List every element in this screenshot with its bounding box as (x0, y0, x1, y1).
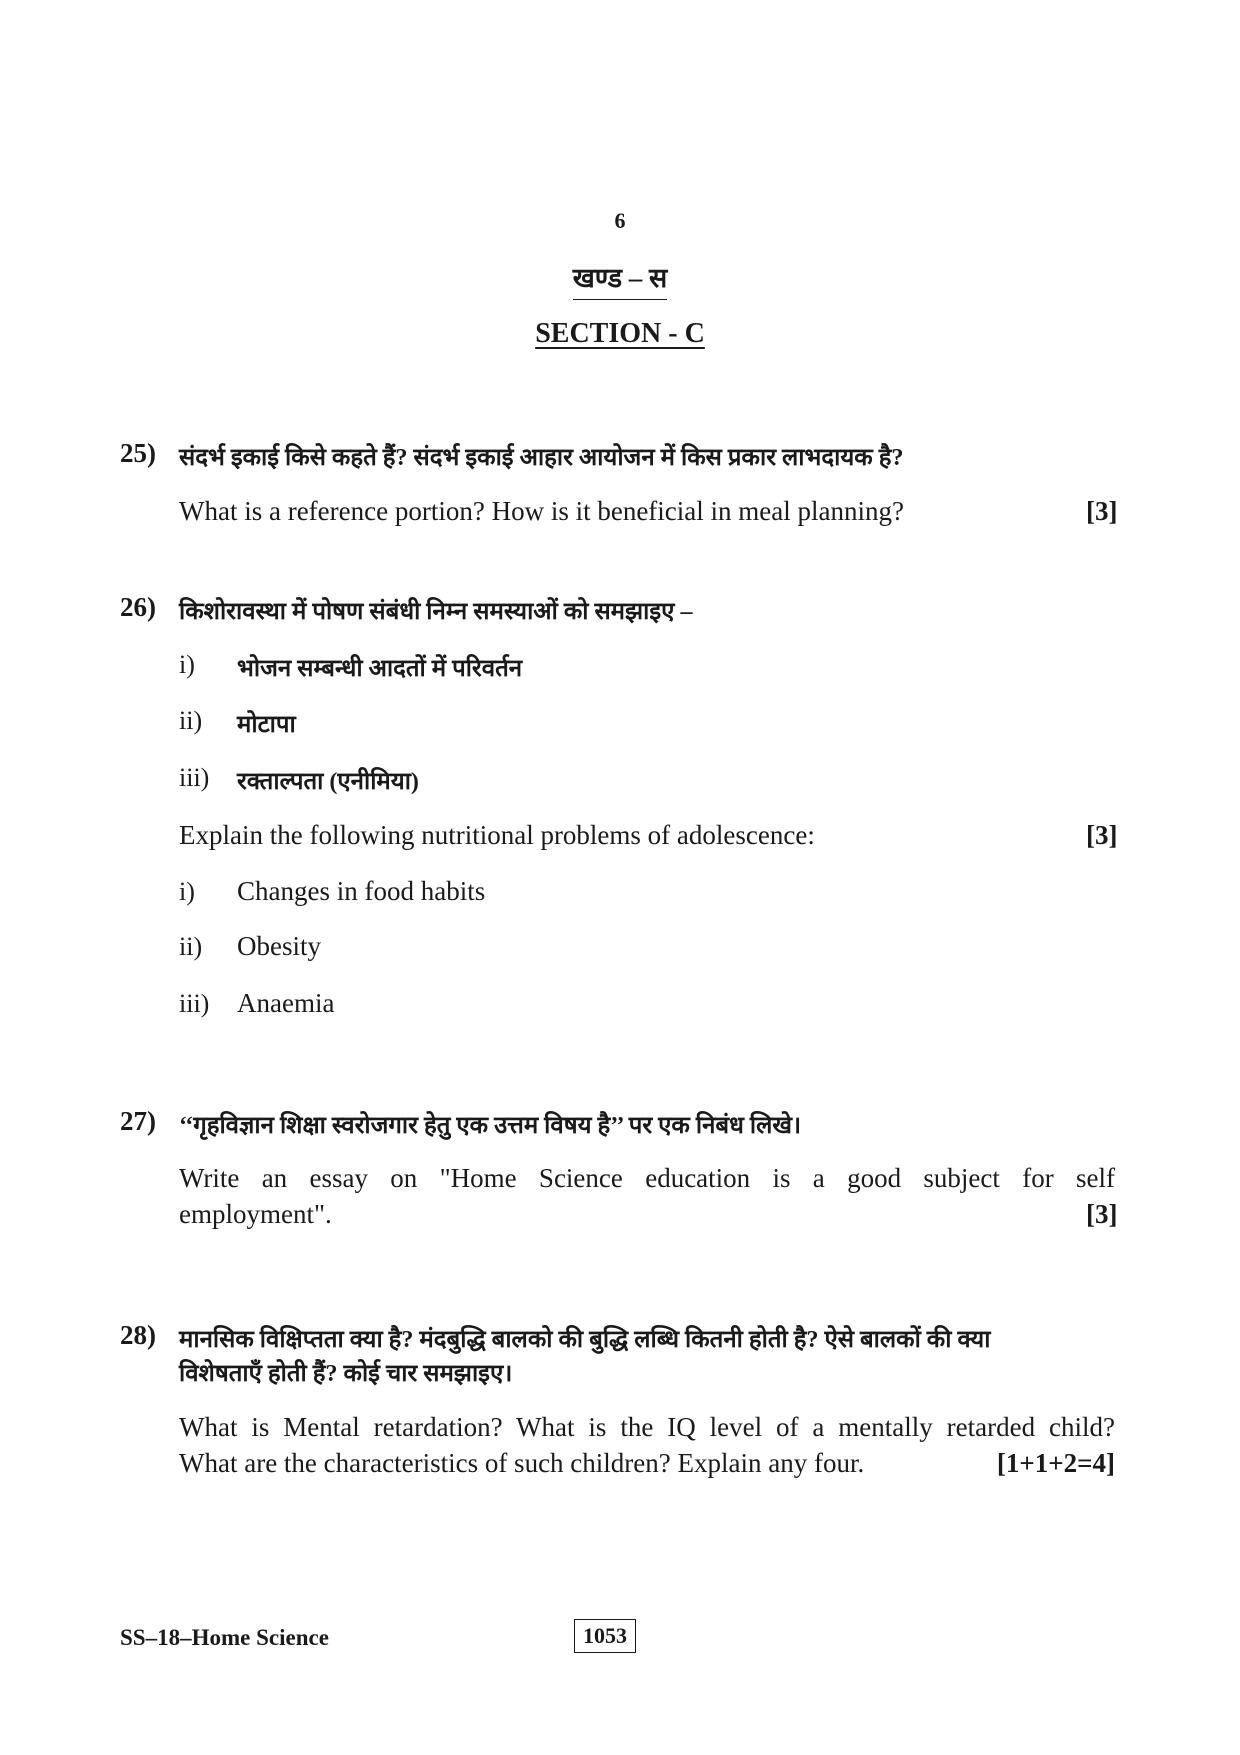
hindi-item-number: iii) (179, 763, 210, 792)
question-hindi-text-line2: विशेषताएँ होती हैं? कोई चार समझाइए। (179, 1361, 513, 1387)
section-title-english-text: SECTION - C (535, 318, 705, 349)
hindi-item-text: मोटापा (237, 712, 296, 738)
english-item-number: ii) (179, 932, 203, 961)
question-hindi-text: ‘‘गृहविज्ञान शिक्षा स्वरोजगार हेतु एक उत्तम विषय है’’ पर एक निबंध लिखे। (179, 1113, 802, 1139)
question-number: 28) (120, 1320, 156, 1350)
question-hindi-text: किशोरावस्था में पोषण संबंधी निम्न समस्याओं को समझाइए – (179, 599, 693, 625)
english-item-number: i) (179, 877, 195, 906)
question-number: 27) (120, 1106, 156, 1136)
question-marks: [3] (1086, 1199, 1118, 1229)
question-marks: [1+1+2=4] (996, 1448, 1115, 1478)
question-english-text: Explain the following nutritional problems of adolescence: (179, 820, 815, 850)
question-english-text-line1: What is Mental retardation? What is the IQ level of a mentally retarded child? (179, 1412, 1115, 1442)
english-item-text: Anaemia (237, 988, 335, 1018)
english-item-text: Changes in food habits (237, 876, 486, 906)
question-english-text-line2: employment". (179, 1199, 332, 1229)
footer-paper-label: SS–18–Home Science (120, 1625, 329, 1650)
question-number: 26) (120, 592, 156, 622)
question-number: 25) (120, 438, 156, 468)
hindi-item-text: भोजन सम्बन्धी आदतों में परिवर्तन (237, 656, 523, 682)
hindi-item-number: i) (179, 650, 195, 679)
question-hindi-text: संदर्भ इकाई किसे कहते हैं? संदर्भ इकाई आहार आयोजन में किस प्रकार लाभदायक है? (179, 445, 904, 471)
question-english-text: What is a reference portion? How is it beneficial in meal planning? (179, 496, 904, 526)
question-english-text-line2: What are the characteristics of such children? Explain any four. (179, 1448, 865, 1478)
hindi-item-number: ii) (179, 706, 203, 735)
question-marks: [3] (1086, 496, 1118, 526)
question-hindi-text-line1: मानसिक विक्षिप्तता क्या है? मंदबुद्धि बालको की बुद्धि लब्धि कितनी होती है? ऐसे बालकों की क्या (179, 1327, 991, 1353)
section-title-english (0, 318, 1240, 350)
question-english-text-line1: Write an essay on "Home Science education is a good subject for self (179, 1163, 1115, 1193)
footer-paper-code: 1053 (574, 1619, 636, 1653)
english-item-text: Obesity (237, 931, 321, 961)
hindi-item-text: रक्ताल्पता (एनीमिया) (237, 769, 419, 795)
section-title-hindi-text: खण्ड – स (573, 258, 668, 300)
page-number: 6 (614, 208, 626, 233)
question-marks: [3] (1086, 820, 1118, 850)
english-item-number: iii) (179, 989, 210, 1018)
section-title-hindi (0, 258, 1240, 300)
